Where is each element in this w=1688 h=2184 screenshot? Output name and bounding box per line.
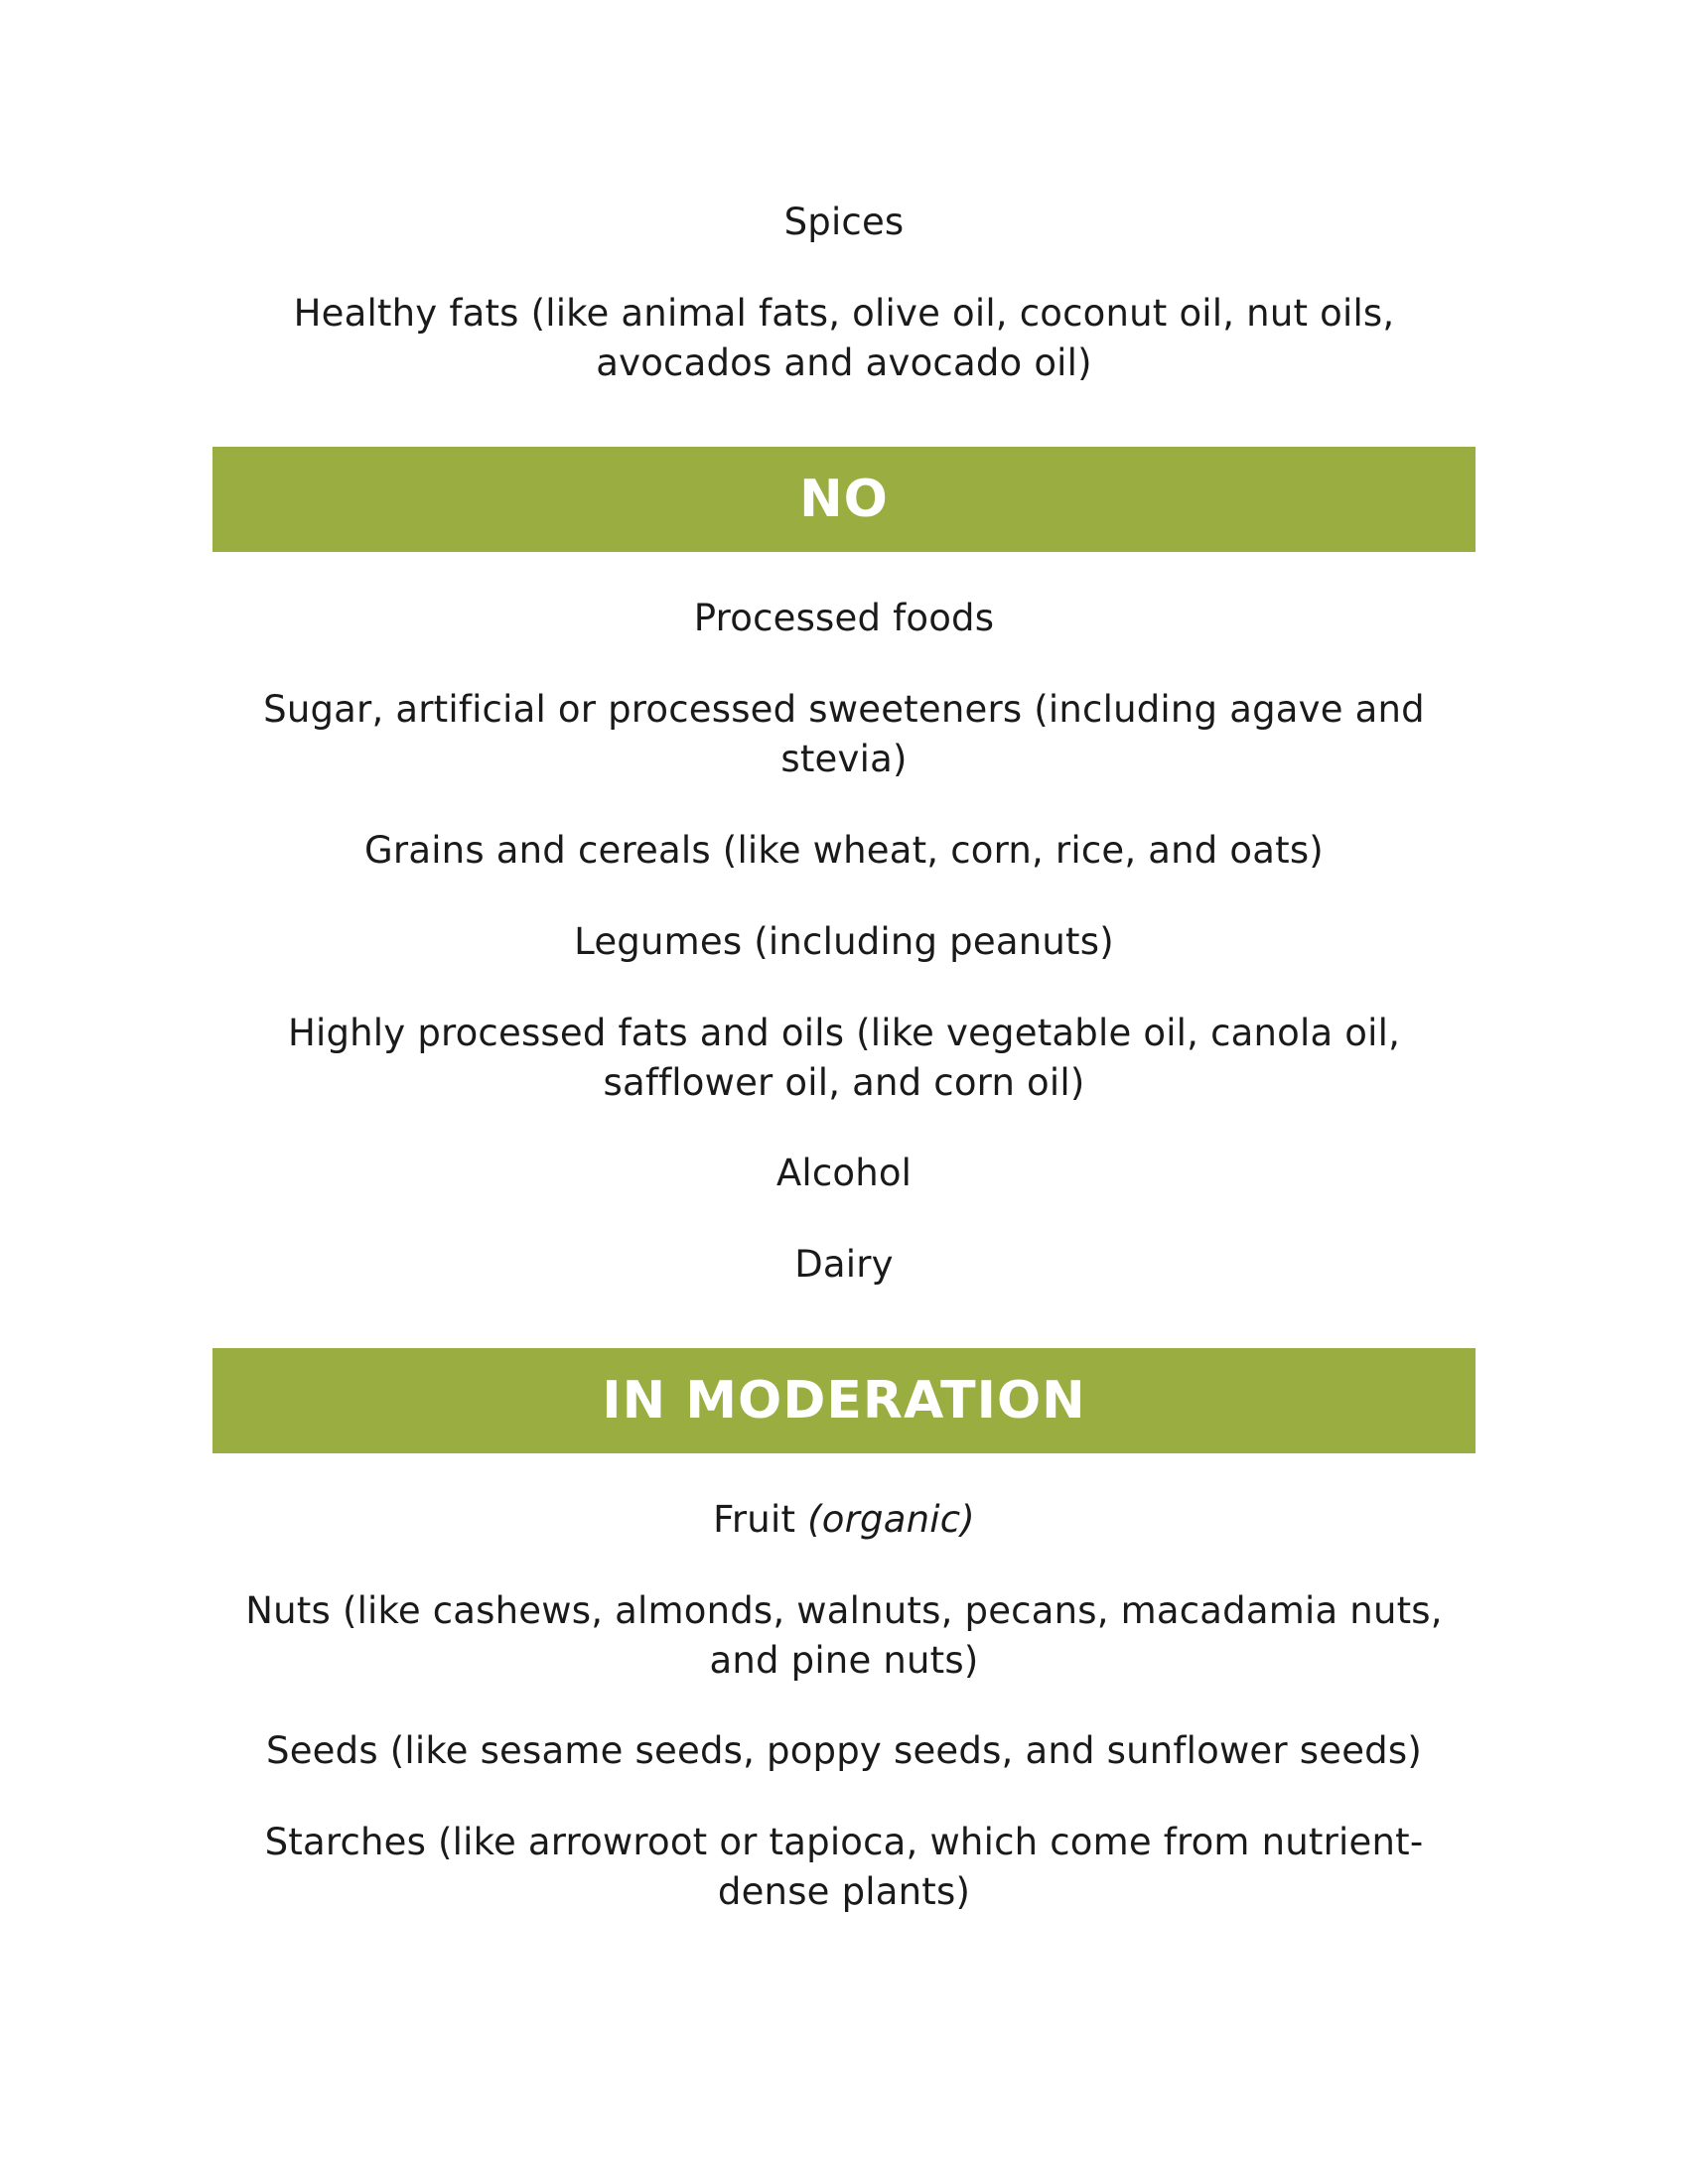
moderation-item-fruit — [212, 1495, 1476, 1545]
moderation-item-seeds: Seeds (like sesame seeds, poppy seeds, and sunflower seeds) — [266, 1729, 1422, 1772]
no-item-alcohol: Alcohol — [775, 1152, 913, 1194]
list-item-healthy-fats: Healthy fats (like animal fats, olive oil, coconut oil, nut oils, avocados and avocado oil) — [293, 292, 1395, 384]
moderation-section-title: IN MODERATION — [602, 1371, 1086, 1431]
no-item-legumes: Legumes (including peanuts) — [574, 920, 1114, 963]
fruit-label: Fruit — [713, 1498, 796, 1541]
no-section-header — [212, 447, 1476, 552]
no-section-title: NO — [799, 470, 889, 529]
moderation-item-nuts: Nuts (like cashews, almonds, walnuts, pecans, macadamia nuts, and pine nuts) — [245, 1589, 1443, 1682]
no-item-processed-oils: Highly processed fats and oils (like vegetable oil, canola oil, safflower oil, and corn oil) — [287, 1012, 1401, 1104]
no-item-processed-foods: Processed foods — [693, 597, 995, 639]
no-item-grains: Grains and cereals (like wheat, corn, rice, and oats) — [364, 829, 1324, 872]
fruit-note: (organic) — [807, 1498, 975, 1541]
moderation-section-header — [212, 1348, 1476, 1453]
moderation-item-starches: Starches (like arrowroot or tapioca, which come from nutrient-dense plants) — [264, 1821, 1424, 1913]
no-item-dairy: Dairy — [794, 1243, 894, 1286]
list-item-spices: Spices — [783, 201, 905, 243]
no-item-sugar: Sugar, artificial or processed sweeteners (including agave and stevia) — [263, 688, 1425, 780]
